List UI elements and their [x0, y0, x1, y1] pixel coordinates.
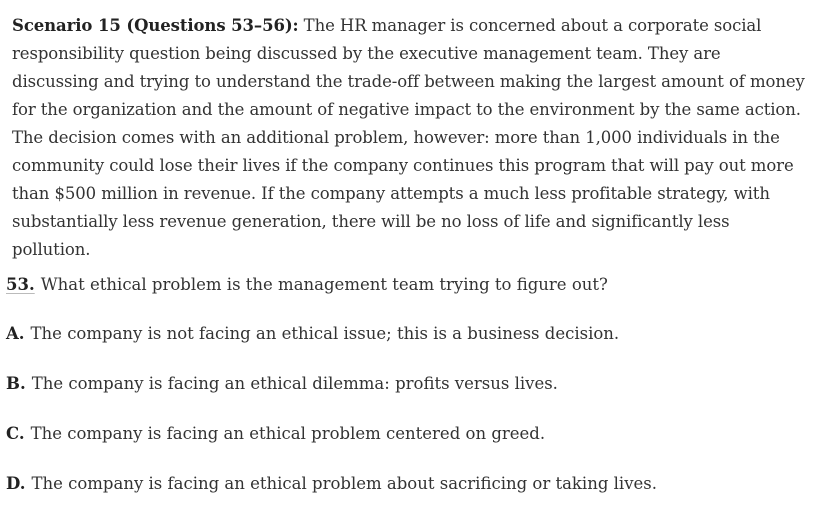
question-number: 53.	[6, 275, 35, 294]
answer-option-c[interactable]	[6, 420, 545, 448]
option-letter: A.	[6, 324, 25, 343]
scenario-text: The HR manager is concerned about a corporate social responsibility question being discussed by the executive management team. They are discussing and trying to understand the trade-off between making the largest amount of money for the organization and the amount of negative impact to the environment by the same action. The decision comes with an additional problem, however: more than 1,000 individuals in the community could lose their lives if the company continues this program that will pay out more than $500 million in revenue. If the company attempts a much less profitable strategy, with substantially less revenue generation, there will be no loss of life and significantly less pollution.	[12, 16, 805, 259]
answer-option-a[interactable]	[6, 320, 619, 348]
option-text: The company is not facing an ethical issue; this is a business decision.	[30, 324, 620, 343]
answer-option-d[interactable]	[6, 470, 657, 498]
option-letter: D.	[6, 474, 26, 493]
answer-option-b[interactable]	[6, 370, 558, 398]
option-letter: B.	[6, 374, 26, 393]
option-text: The company is facing an ethical problem centered on greed.	[30, 424, 546, 443]
question-text: What ethical problem is the management team trying to figure out?	[40, 275, 608, 294]
scenario-paragraph	[12, 12, 812, 264]
option-text: The company is facing an ethical dilemma: profits versus lives.	[31, 374, 558, 393]
option-text: The company is facing an ethical problem about sacrificing or taking lives.	[31, 474, 657, 493]
question-53	[6, 271, 608, 299]
option-letter: C.	[6, 424, 25, 443]
scenario-label: Scenario 15 (Questions 53–56):	[12, 16, 299, 35]
